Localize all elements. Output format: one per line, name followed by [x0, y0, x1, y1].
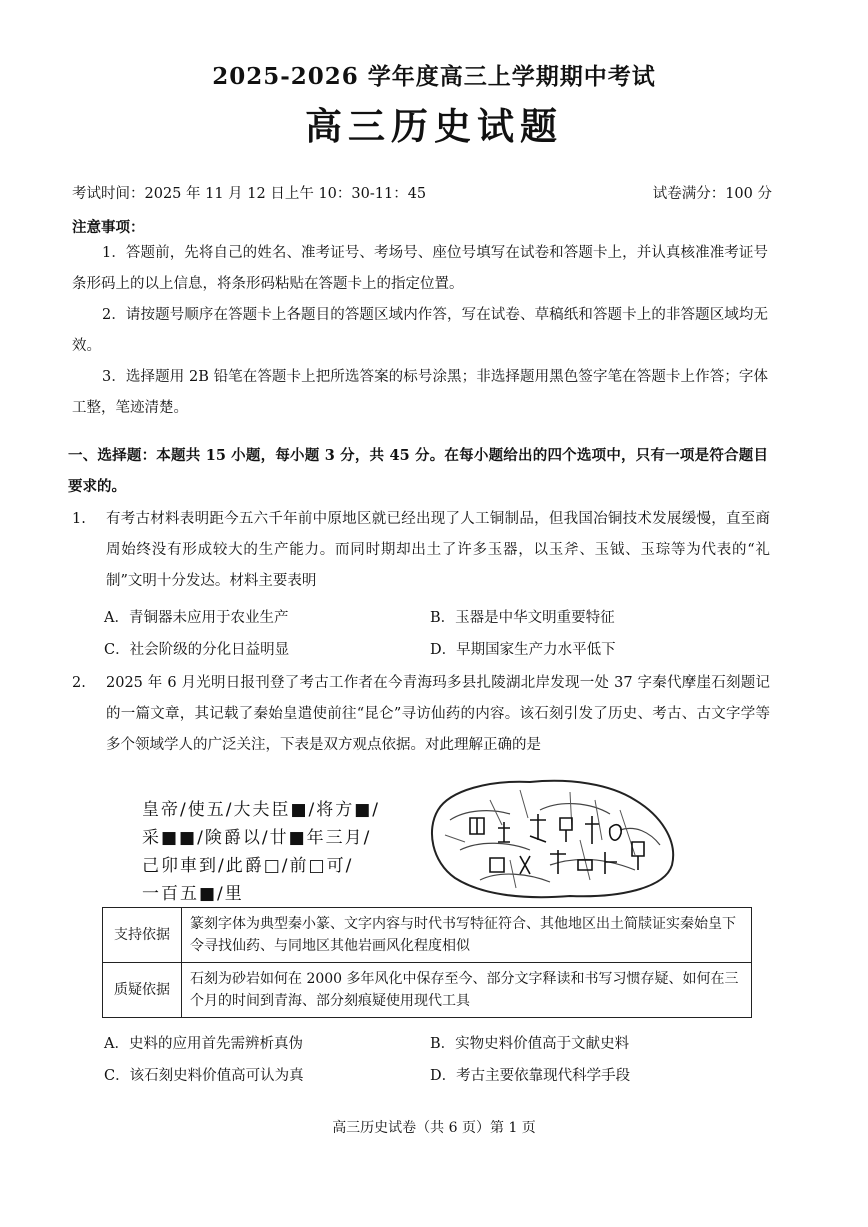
basis-table [102, 907, 752, 1018]
table-row [103, 908, 752, 963]
q2-option-a: A．史料的应用首先需辨析真伪 [104, 1036, 303, 1052]
question-stem: 有考古材料表明距今五六千年前中原地区就已经出现了人工铜制品，但我国冶铜技术发展缓慢，直至商周始终没有形成较大的生产能力。而同时期却出土了许多玉器，以玉斧、玉钺、玉琮等为代表的“礼制”文明十分发达。材料主要表明 [106, 511, 770, 589]
question-1 [72, 504, 770, 597]
basis-table-wrapper [102, 907, 752, 1018]
exam-meta [72, 182, 772, 203]
inscription-line: 皇帝/使五/大夫臣■/将方■/ [142, 800, 381, 820]
notice-heading: 注意事项： [72, 219, 145, 236]
full-score: 试卷满分：100 分 [652, 186, 772, 202]
question-stem: 2025 年 6 月光明日报刊登了考古工作者在今青海玛多县扎陵湖北岸发现一处 37 字秦代摩崖石刻题记的一篇文章，其记载了秦始皇遣使前往“昆仑”寻访仙药的内容。该石刻引发了历史、考古、古文字学等多个领域学人的广泛关注，下表是双方观点依据。对此理解正确的是 [106, 675, 770, 753]
q1-option-c: C．社会阶级的分化日益明显 [104, 642, 290, 658]
q2-option-d: D．考古主要依靠现代科学手段 [430, 1068, 631, 1084]
question-number: 1. [72, 511, 86, 527]
inscription-line: 己卯車到/此爵□/前□可/ [142, 856, 354, 876]
table-row-label: 质疑依据 [103, 963, 182, 1018]
q2-option-c: C．该石刻史料价值高可认为真 [104, 1068, 304, 1084]
page-footer: 高三历史试卷（共 6 页）第 1 页 [332, 1120, 536, 1136]
inscription-transcription [142, 796, 380, 908]
q1-option-a: A．青铜器未应用于农业生产 [104, 610, 289, 626]
q2-option-b: B．实物史料价值高于文献史料 [430, 1036, 630, 1052]
table-row [103, 963, 752, 1018]
notice-item-3: 3．选择题用 2B 铅笔在答题卡上把所选答案的标号涂黑；非选择题用黑色签字笔在答题卡上作答；字体工整，笔迹清楚。 [72, 369, 768, 416]
notice-item-2: 2．请按题号顺序在答题卡上各题目的答题区域内作答，写在试卷、草稿纸和答题卡上的非答题区域均无效。 [72, 307, 768, 354]
table-row-text: 石刻为砂岩如何在 2000 多年风化中保存至今、部分文字释读和书写习惯存疑、如何在三个月的时间到青海、部分刻痕疑使用现代工具 [182, 963, 752, 1018]
rock-inscription-sketch [420, 770, 690, 902]
exam-title: 2025-2026 学年度高三上学期期中考试 [212, 63, 656, 90]
table-row-text: 篆刻字体为典型秦小篆、文字内容与时代书写特征符合、其他地区出土简牍证实秦始皇下令寻找仙药、与同地区其他岩画风化程度相似 [182, 908, 752, 963]
question-number: 2. [72, 675, 86, 691]
question-2 [72, 668, 770, 761]
inscription-line: 采■■/険爵以/廿■年三月/ [142, 828, 372, 848]
section-heading: 一、选择题：本题共 15 小题，每小题 3 分，共 45 分。在每小题给出的四个选项中，只有一项是符合题目要求的。 [68, 447, 768, 495]
inscription-line: 一百五■/里 [142, 884, 244, 904]
q1-option-b: B．玉器是中华文明重要特征 [430, 610, 615, 626]
paper-title: 高三历史试题 [305, 104, 563, 148]
table-row-label: 支持依据 [103, 908, 182, 963]
exam-time: 考试时间：2025 年 11 月 12 日上午 10：30-11：45 [72, 186, 427, 202]
q1-option-d: D．早期国家生产力水平低下 [430, 642, 616, 658]
notice-item-1: 1．答题前，先将自己的姓名、准考证号、考场号、座位号填写在试卷和答题卡上，并认真核准准考证号条形码上的以上信息，将条形码粘贴在答题卡上的指定位置。 [72, 245, 768, 292]
